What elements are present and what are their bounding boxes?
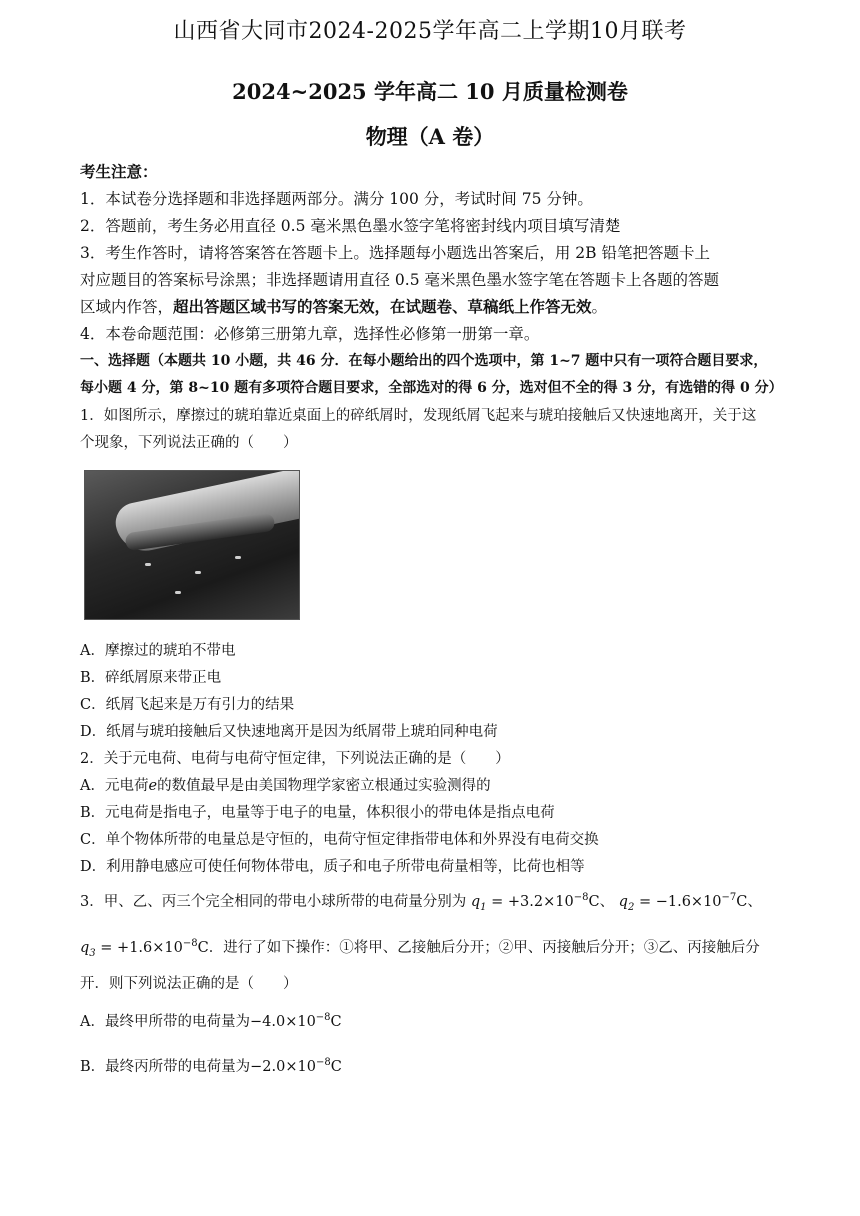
q1-value: = +3.2×10 [491,894,574,910]
q3-exponent: −8 [182,938,198,950]
option [80,1055,342,1076]
section-heading: 每小题 4 分，第 8~10 题有多项符合题目要求，全部选对的得 6 分，选对但不全的得 3 分，有选错的得 0 分） [80,380,783,396]
separator: 、 [747,894,762,910]
notice-item: 3．考生作答时，请将答案答在答题卡上。选择题每小题选出答案后，用 2B 铅笔把答题卡上 [80,244,710,262]
option-text: 的数值最早是由美国物理学家密立根通过实验测得的 [157,778,491,794]
exam-subtitle: 物理（A 卷） [365,124,495,149]
option: D．利用静电感应可使任何物体带电，质子和电子所带电荷量相等，比荷也相等 [80,859,585,875]
notice-item: 2．答题前，考生务必用直径 0.5 毫米黑色墨水签字笔将密封线内项目填写清楚 [80,217,621,235]
notice-text: 。 [591,298,608,316]
unit: C [330,1014,342,1030]
amber-photo [84,470,300,620]
unit: C [736,894,748,910]
notice-heading: 考生注意： [80,162,158,181]
section-heading: 一、选择题（本题共 10 小题，共 46 分．在每小题给出的四个选项中，第 1~7 题中只有一项符合题目要求， [80,353,768,369]
option-text: A．最终甲所带的电荷量为 [80,1014,250,1030]
stem-text: 3．甲、乙、丙三个完全相同的带电小球所带的电荷量分别为 [80,894,467,910]
q1-symbol: $q_1$ [470,894,487,913]
paper-bit [175,591,181,594]
option: C．单个物体所带的电量总是守恒的，电荷守恒定律指带电体和外界没有电荷交换 [80,832,599,848]
q1-exponent: −8 [573,892,589,904]
option [80,774,491,795]
q3-symbol: $q_3$ [80,940,96,959]
notice-item: 1．本试卷分选择题和非选择题两部分。满分 100 分，考试时间 75 分钟。 [80,190,593,208]
unit: C [588,894,600,910]
question-stem: 2．关于元电荷、电荷与电荷守恒定律，下列说法正确的是（ ） [80,751,510,767]
notice-emphasis: 超出答题区域书写的答案无效，在试题卷、草稿纸上作答无效 [173,297,592,316]
paper-bit [145,563,151,566]
option: B．元电荷是指电子，电量等于电子的电量，体积很小的带电体是指点电荷 [80,805,555,821]
question-stem: 开．则下列说法正确的是（ ） [80,976,298,992]
q2-value: = −1.6×10 [638,894,722,910]
option-value: −2.0×10 [250,1059,316,1075]
question-stem: 个现象，下列说法正确的（ ） [80,435,298,451]
option-value: −4.0×10 [249,1014,316,1030]
option: C．纸屑飞起来是万有引力的结果 [80,697,295,713]
option [80,1010,342,1031]
option-text: B．最终丙所带的电荷量为 [80,1059,251,1075]
option: B．碎纸屑原来带正电 [80,670,222,686]
stem-text: ．进行了如下操作：①将甲、乙接触后分开；②甲、丙接触后分开；③乙、丙接触后分 [208,940,760,956]
q2-exponent: −7 [721,892,737,904]
paper-bit [195,571,201,574]
notice-text: 区域内作答， [80,298,174,316]
paper-bit [235,556,241,559]
exam-title: 2024~2025 学年高二 10 月质量检测卷 [232,79,628,104]
option: D．纸屑与琥珀接触后又快速地离开是因为纸屑带上琥珀同种电荷 [80,724,498,740]
question-stem [80,890,762,913]
notice-item [80,295,607,317]
document-header: 山西省大同市2024-2025学年高二上学期10月联考 [173,19,687,44]
option-text: A．元电荷 [80,778,149,794]
notice-item: 对应题目的答案标号涂黑；非选择题请用直径 0.5 毫米黑色墨水签字笔在答题卡上各题的答题 [80,271,720,289]
q3-value: = +1.6×10 [100,940,183,956]
q2-symbol: $q_2$ [618,894,635,913]
separator: 、 [599,894,615,910]
notice-item: 4．本卷命题范围：必修第三册第九章，选择性必修第一册第一章。 [80,325,540,343]
unit: C [330,1059,342,1075]
option: A．摩擦过的琥珀不带电 [80,643,236,659]
option-exponent: −8 [315,1057,331,1069]
unit: C [197,940,209,956]
option-exponent: −8 [315,1012,331,1024]
question-stem: 1．如图所示，摩擦过的琥珀靠近桌面上的碎纸屑时，发现纸屑飞起来与琥珀接触后又快速地离开，关于这 [80,408,757,424]
variable-e: e [148,778,158,794]
question-stem [80,936,760,959]
